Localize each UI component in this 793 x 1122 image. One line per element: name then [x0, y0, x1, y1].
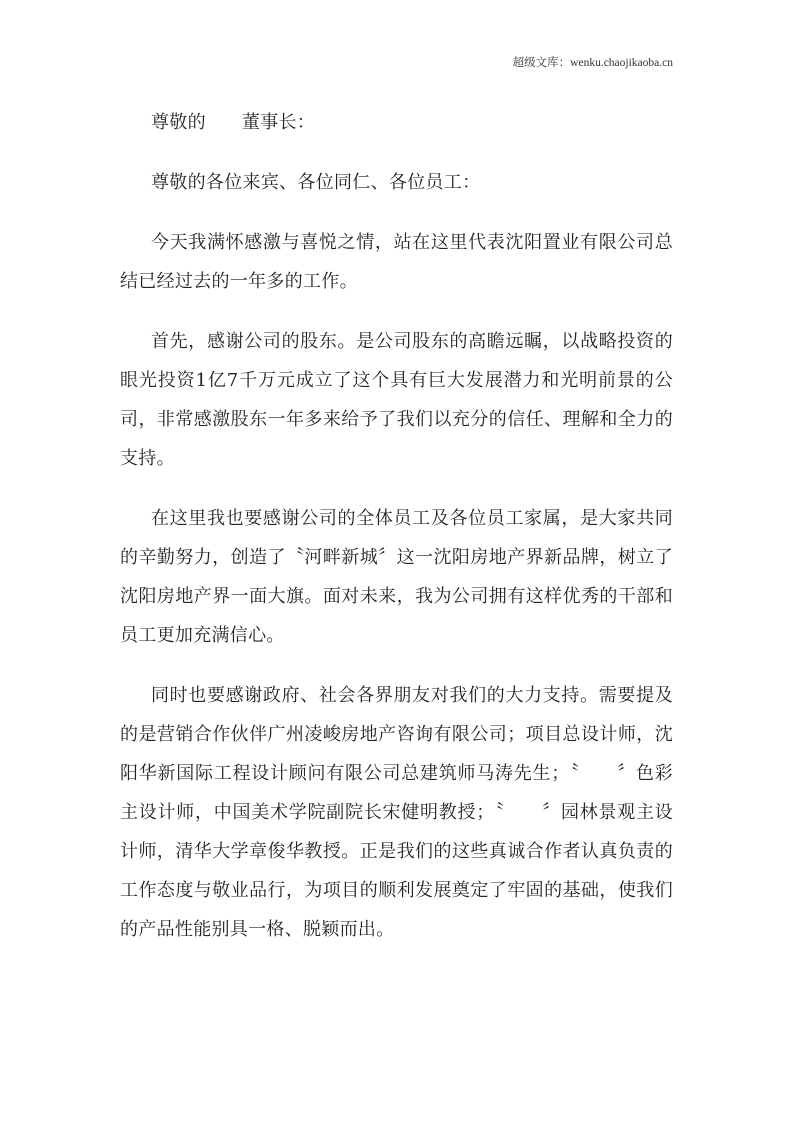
letter-body: [120, 103, 673, 970]
watermark-header: 超级文库：wenku.chaojikaoba.cn: [512, 57, 673, 69]
paragraph-1: 今天我满怀感激与喜悦之情，站在这里代表沈阳置业有限公司总结已经过去的一年多的工作。: [120, 232, 673, 292]
salutation-prefix: 尊敬的: [151, 112, 206, 133]
salutation-chairman: [120, 103, 673, 142]
paragraph-4: 同时也要感谢政府、社会各界朋友对我们的大力支持。需要提及的是营销合作伙伴广州凌峻房地产咨询有限公司；项目总设计师，沈阳华新国际工程设计顾问有限公司总建筑师马涛先生；〝 〞色彩主设计师，中国美术学院副院长宋健明教授；〝 〞园林景观主设计师，清华大学章俊华教授。正是我们的这些真诚合作者认真负责的工作态度与敬业品行，为项目的顺利发展奠定了牢固的基础，使我们的产品性能别具一格、脱颖而出。: [120, 685, 673, 940]
salutation-title: 董事长：: [241, 112, 316, 133]
paragraph-2: 首先，感谢公司的股东。是公司股东的高瞻远瞩，以战略投资的眼光投资1亿7千万元成立了这个具有巨大发展潜力和光明前景的公司，非常感激股东一年多来给予了我们以充分的信任、理解和全力的支持。: [120, 331, 673, 469]
salutation-guests: 尊敬的各位来宾、各位同仁、各位员工：: [151, 172, 481, 193]
paragraph-3: 在这里我也要感谢公司的全体员工及各位员工家属，是大家共同的辛勤努力，创造了〝河畔新城〞这一沈阳房地产界新品牌，树立了沈阳房地产界一面大旗。面对未来，我为公司拥有这样优秀的干部和员工更加充满信心。: [120, 508, 673, 646]
